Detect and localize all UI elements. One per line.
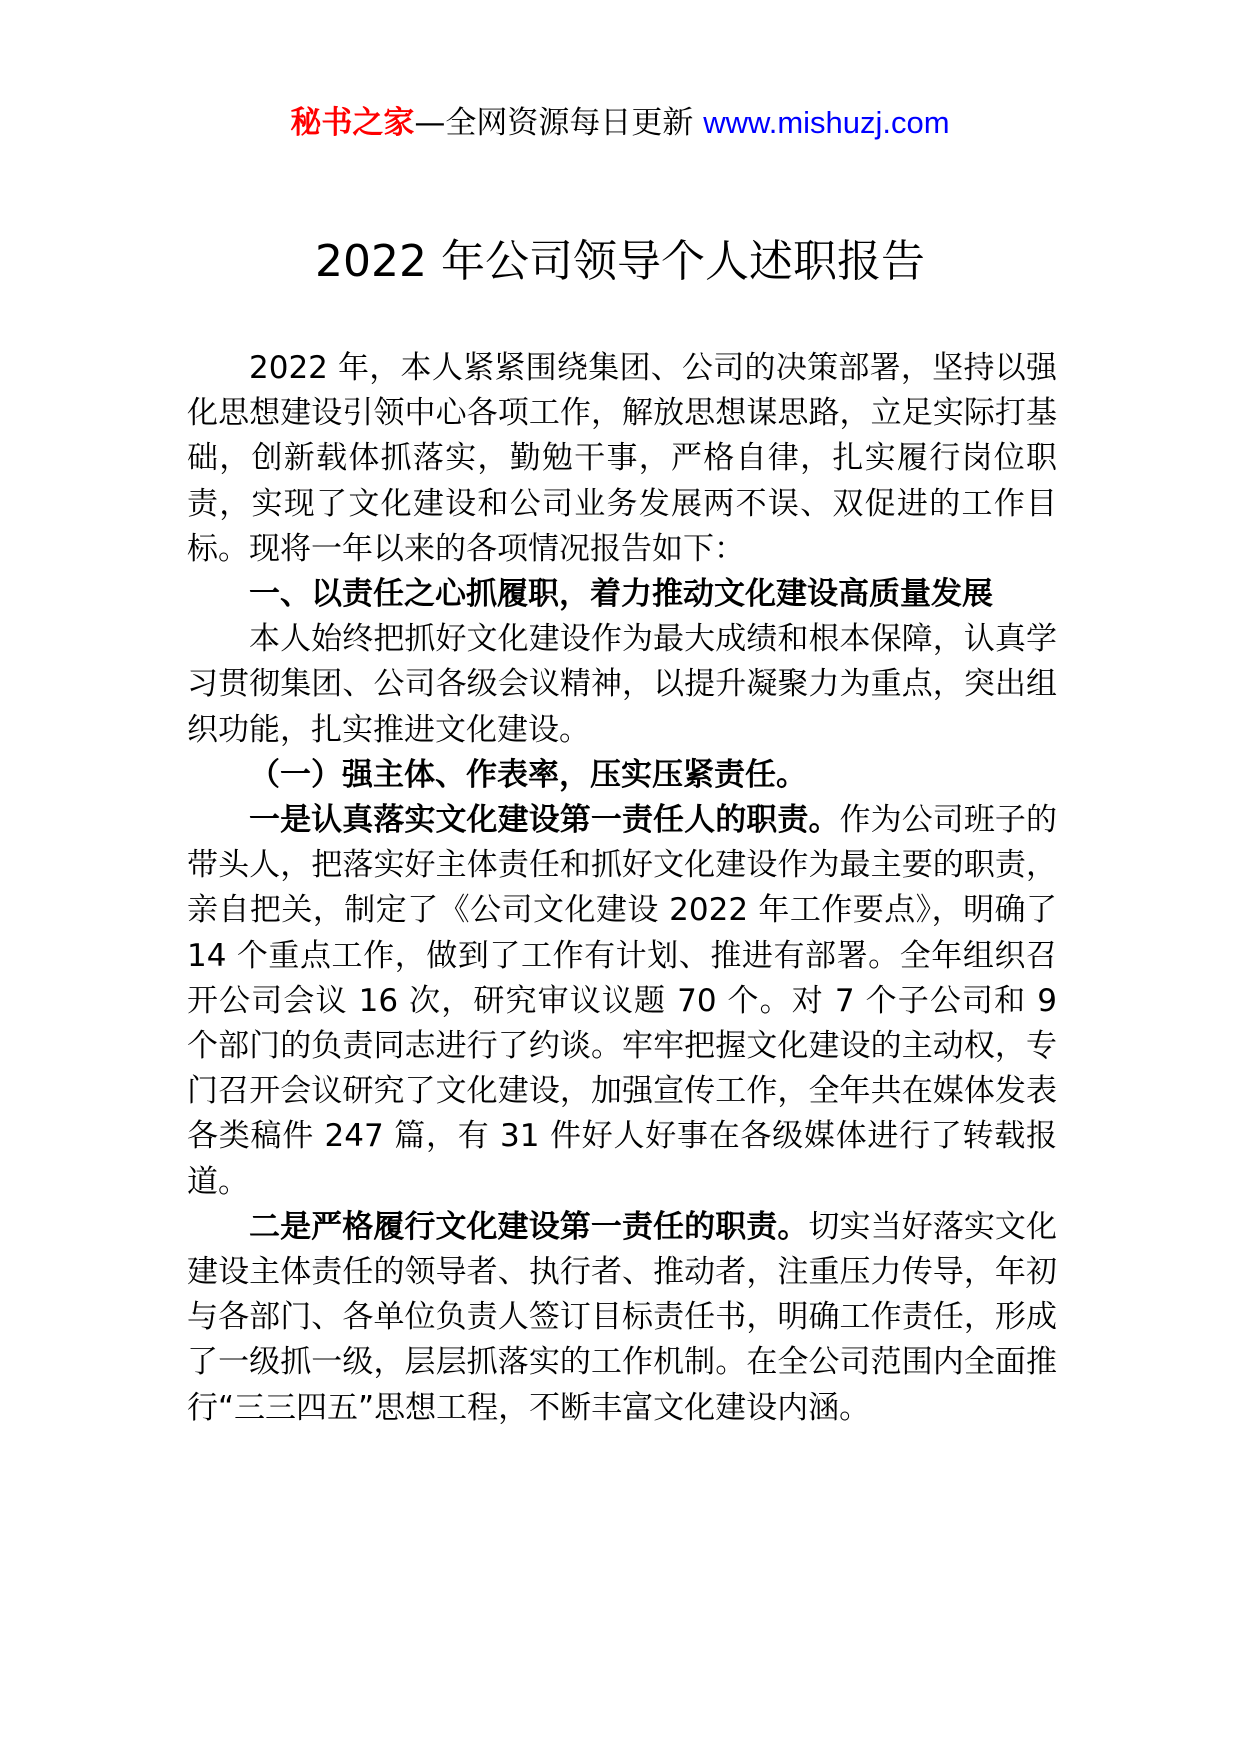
point-one-lead: 一是认真落实文化建设第一责任人的职责。: [249, 802, 840, 839]
document-title: 2022 年公司领导个人述职报告: [315, 236, 925, 287]
point-one-paragraph: [187, 798, 1057, 1205]
section-heading: 一、以责任之心抓履职，着力推动文化建设高质量发展: [249, 576, 993, 613]
site-brand: 秘书之家: [290, 105, 415, 141]
point-two-paragraph: [187, 1205, 1057, 1431]
site-tagline: —全网资源每日更新: [414, 105, 704, 141]
point-one-body: 作为公司班子的带头人，把落实好主体责任和抓好文化建设作为最主要的职责，亲自把关，制定了《公司文化建设 2022 年工作要点》，明确了 14 个重点工作，做到了工作有计划、推进有部署。全年组织召开公司会议 16 次，研究审议议题 70 个。对 7 个子公司和 9 个部门的负责同志进行了约谈。牢牢把握文化建设的主动权，专门召开会议研究了文化建设，加强宣传工作，全年共在媒体发表各类稿件 247 篇，有 31 件好人好事在各级媒体进行了转载报道。: [187, 802, 1058, 1200]
point-two-body: 切实当好落实文化建设主体责任的领导者、执行者、推动者，注重压力传导，年初与各部门、各单位负责人签订目标责任书，明确工作责任，形成了一级抓一级，层层抓落实的工作机制。在全公司范围内全面推行“三三四五”思想工程，不断丰富文化建设内涵。: [187, 1208, 1058, 1426]
section-intro-paragraph: 本人始终把抓好文化建设作为最大成绩和根本保障，认真学习贯彻集团、公司各级会议精神，以提升凝聚力为重点，突出组织功能，扎实推进文化建设。: [187, 621, 1057, 748]
intro-paragraph: 2022 年，本人紧紧围绕集团、公司的决策部署，坚持以强化思想建设引领中心各项工作，解放思想谋思路，立足实际打基础，创新载体抓落实，勤勉干事，严格自律，扎实履行岗位职责，实现了文化建设和公司业务发展两不误、双促进的工作目标。现将一年以来的各项情况报告如下：: [187, 350, 1057, 567]
site-header: [0, 100, 1240, 146]
point-two-lead: 二是严格履行文化建设第一责任的职责。: [249, 1208, 809, 1245]
document-body: [187, 346, 1057, 1431]
subsection-heading: （一）强主体、作表率，压实压紧责任。: [249, 756, 807, 793]
site-url-link[interactable]: www.mishuzj.com: [703, 105, 950, 140]
